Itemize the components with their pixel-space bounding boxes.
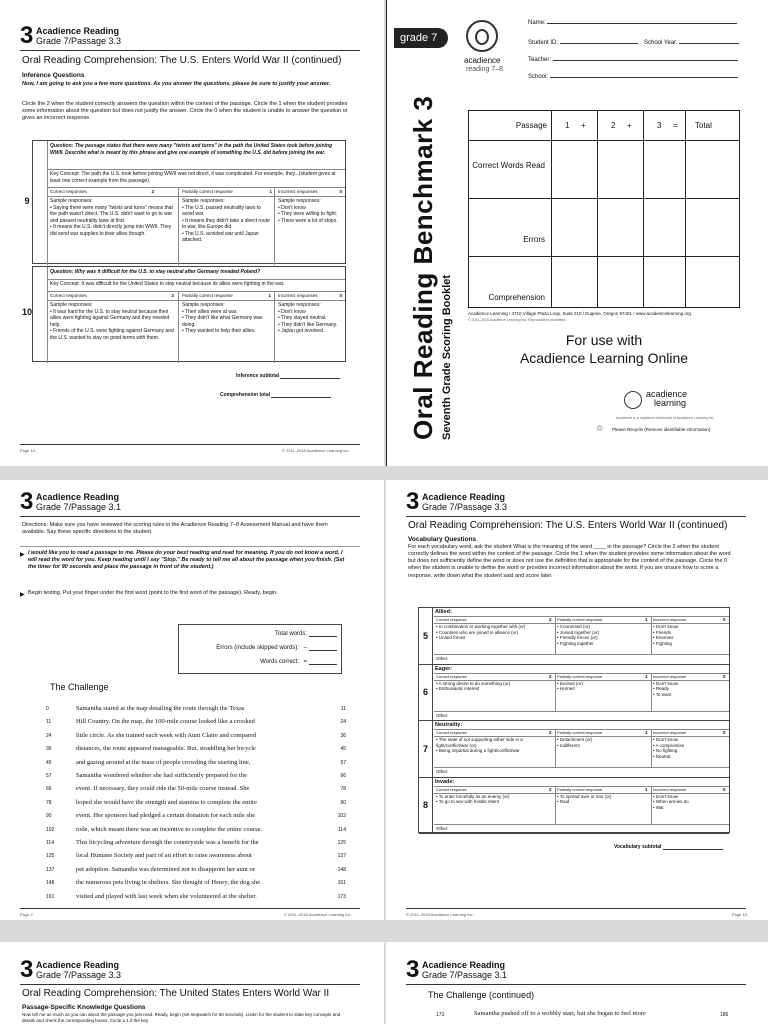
booklet-title: Oral Reading Benchmark 3 <box>408 95 438 440</box>
correct-samples: Sample responses: • It was hard for the U.S. to stay neutral because their allies were fighting against Germany and they needed help. • Friends of the U.S. were fighting against Germany and the U.S. wanted to stay on good terms with them. <box>50 302 174 341</box>
line-end-count: 125 <box>337 840 346 846</box>
line-end-count: 173 <box>337 893 346 900</box>
correct-header: Correct response <box>436 617 467 622</box>
school-year-label: School Year: <box>644 40 678 46</box>
incorrect-responses: • Don't know • Friends • Enemies • Fighting <box>653 624 678 646</box>
partial-responses: • Detachment (or) • Indifferent <box>557 737 593 748</box>
passage-line[interactable] <box>46 892 346 902</box>
question-number: 10 <box>21 307 32 317</box>
teacher-field[interactable] <box>528 57 738 63</box>
comprehension-total-label: Comprehension total <box>220 392 271 398</box>
passage-title: The Challenge (continued) <box>428 990 535 1000</box>
school-label: School: <box>528 74 549 80</box>
instructions: Now tell me as much as you can about the passage you just read. Ready, begin (set stopwatch for 60 seconds). Listen for the student to state key concepts and details and check the corresponding boxes. Circle a 1 if the key <box>22 1012 341 1023</box>
logo-text-1: acadience <box>646 389 688 399</box>
line-end-count: 78 <box>340 786 346 793</box>
col-2: 2 <box>611 121 616 130</box>
header-brand: Acadience Reading <box>36 26 120 36</box>
page-number: Page 15 <box>732 912 747 917</box>
partial-header-label: Partially correct response <box>182 293 233 298</box>
passage-line[interactable] <box>46 865 346 875</box>
score-0[interactable]: 0 <box>339 293 342 298</box>
line-text: This bicycling adventure through the countryside was a benefit for the <box>76 839 259 846</box>
benchmark-number: 3 <box>20 22 34 49</box>
copyright: © 2011–2018 Acadience Learning Inc. <box>284 912 352 917</box>
correct-header: Correct response <box>436 673 467 679</box>
benchmark-number: 3 <box>406 956 420 983</box>
line-start-count: 57 <box>46 773 52 779</box>
inference-subtotal <box>236 373 340 379</box>
errors-blank[interactable] <box>309 650 337 651</box>
instructions: Circle the 2 when the student correctly answers the question within the context of the passage. Circle the 1 when the student provides some information about the question but does not justify the answer. Circle the 0 when the student is unable to answer the question or gives an incorrect response. <box>22 101 348 122</box>
passage-line[interactable] <box>46 784 346 794</box>
line-text: Hill Country. On the map, the 100-mile course looked like a crooked <box>76 718 255 726</box>
row-errors <box>469 199 739 257</box>
logo-inner-icon <box>475 29 489 45</box>
page-inference <box>0 0 384 466</box>
vocab-item <box>419 608 729 665</box>
line-end-count: 148 <box>337 866 346 873</box>
instructions-say: Now, I am going to ask you a few more questions. As you answer the questions, please be sure to justify your answer. <box>22 81 331 87</box>
line-end-count: 45 <box>340 746 346 753</box>
header-passage: Grade 7/Passage 3.1 <box>36 502 122 512</box>
score-table <box>468 110 740 308</box>
line-end-count: 102 <box>337 813 346 820</box>
vocab-item <box>419 665 729 722</box>
divider <box>555 616 556 654</box>
total-words-blank[interactable] <box>309 636 337 637</box>
score-2[interactable]: 2 <box>171 293 174 298</box>
recycle-icon: ♲ <box>596 424 604 433</box>
line-start-count: 11 <box>46 719 52 726</box>
divider <box>651 673 652 711</box>
header-passage: Grade 7/Passage 3.3 <box>36 36 122 46</box>
line-start-count: 78 <box>46 799 52 806</box>
score-table-header <box>469 111 739 141</box>
incorrect-samples: Sample responses: • Don't know • They were willing to fight. • There were a lot of stops. <box>278 198 338 224</box>
divider <box>555 673 556 711</box>
instructions: For each vocabulary word, ask the student What is the meaning of the word ____ in the passage? Circle the 2 when the student correctly defines the word within the context of the passage. Circle the 1 when the student provides some information about the word but does not sufficiently define the word or does not use the definition that is appropriate for the context of the passage. Circle the 0 when the student is unable to define the word or provides incorrect information about the word. If you are unsure how to score a response, write down what the student said and score later. <box>408 544 731 579</box>
vertical-title-block <box>408 96 453 440</box>
line-start-count: 148 <box>46 880 55 887</box>
brand-subtitle: reading 7–8 <box>466 66 503 73</box>
question-9-box <box>24 140 346 264</box>
incorrect-header-label: Incorrect responses <box>278 189 318 194</box>
page-passage <box>0 480 384 920</box>
line-text: event. Her sponsors had pledged a certain donation for each mile she <box>76 812 256 820</box>
header-brand: Acadience Reading <box>422 492 506 502</box>
header-brand: Acadience Reading <box>422 960 506 970</box>
item-number: 5 <box>419 608 433 664</box>
correct-samples: Sample responses: • Saying there were many "twists and turns" means that the path wasn't direct. The U.S. didn't want to go to war and passed neutrality laws at first. • It means the U.S. didn't directly jump into WWII. They did send war supplies to their allies though. <box>50 198 173 237</box>
incorrect-header <box>275 292 345 300</box>
divider <box>386 0 387 466</box>
score-1[interactable]: 1 <box>268 293 271 298</box>
score-0[interactable]: 0 <box>723 786 726 792</box>
copyright: © 2011–2018 Acadience Learning Inc. Reproduction prohibited. <box>468 318 567 322</box>
vocabulary-table <box>418 607 730 833</box>
divider <box>434 654 729 655</box>
divider <box>555 786 556 824</box>
line-text: rode, which meant there was an incentive to complete the entire course. <box>76 825 263 833</box>
divider <box>555 729 556 767</box>
vocab-item <box>419 778 729 835</box>
minus-sign: – <box>303 645 307 651</box>
teacher-blank[interactable] <box>553 60 738 61</box>
vocabulary-subtotal-label: Vocabulary subtotal <box>614 844 662 850</box>
correct-header: Correct response <box>436 786 467 792</box>
partial-responses: • Excited (or) • Hurried <box>557 680 583 692</box>
plus-sign: + <box>581 121 586 130</box>
incorrect-responses: • Don't know • Ready • To want <box>653 680 678 697</box>
partial-header: Partially correct response <box>557 730 603 735</box>
correct-responses: • To enter forcefully as an enemy (or) • To go to war with hostile intent <box>436 793 510 805</box>
line-text: event. If necessary, they could ride the 50-mile course instead. She <box>76 785 250 793</box>
line-text: the numerous pets living in shelters. She thought of Henry, the dog she <box>76 879 261 887</box>
vocab-item <box>419 721 729 778</box>
passage-line[interactable] <box>46 825 346 835</box>
header-brand: Acadience Reading <box>36 492 120 502</box>
score-2[interactable]: 2 <box>549 617 552 622</box>
divider <box>20 50 360 51</box>
incorrect-header-label: Incorrect responses <box>278 293 318 298</box>
passage-line[interactable] <box>46 798 346 808</box>
section-title: Inference Questions <box>22 72 85 79</box>
line-end-count: 57 <box>340 759 346 766</box>
divider <box>20 984 360 985</box>
line-end-count: 36 <box>340 732 346 739</box>
name-field[interactable] <box>528 20 737 26</box>
booklet-subtitle: Seventh Grade Scoring Booklet <box>441 274 453 440</box>
divider <box>434 711 729 712</box>
say-instructions: I would like you to read a passage to me. Please do your best reading and read for meaning. If you do not know a word, I will read the word for you. Keep reading until I say "Stop." Be ready to tell me all about the passage when you finish. (Set the timer for 90 seconds and place the passage in front of the student.) <box>28 550 345 571</box>
page-header <box>20 22 360 52</box>
score-2[interactable]: 2 <box>151 189 154 194</box>
inference-subtotal-label: Inference subtotal <box>236 373 280 379</box>
line-text: little circle. As she trained each week with Aunt Claire and compared <box>76 731 257 739</box>
score-1[interactable]: 1 <box>645 673 648 679</box>
page-title: Oral Reading Comprehension: The United States Enters World War II <box>22 988 330 999</box>
question-text: Question: Why was it difficult for the U.S. to stay neutral after Germany invaded Poland? <box>50 269 261 275</box>
score-0[interactable]: 0 <box>723 730 726 735</box>
passage-title: The Challenge <box>50 682 109 692</box>
vocab-word: Allied: <box>435 609 452 615</box>
passage-line[interactable] <box>46 731 346 741</box>
school-year-field[interactable] <box>644 40 739 46</box>
page-header <box>406 488 746 518</box>
score-1[interactable]: 1 <box>269 189 272 194</box>
vocab-word: Invade: <box>435 778 455 785</box>
divider <box>434 767 729 768</box>
score-box <box>178 624 342 674</box>
divider <box>406 516 746 517</box>
student-id-blank[interactable] <box>560 43 638 44</box>
score-1[interactable]: 1 <box>645 786 648 792</box>
student-id-field[interactable] <box>528 40 638 46</box>
trademark: Acadience is a registered trademark of Acadience Learning Inc. <box>616 416 715 420</box>
correct-responses: • In combination or working together with (or) • Countries who are joined in alliance (or) • United forces <box>436 624 526 641</box>
key-concept: Key Concept: The path the U.S. took before joining WWII was not direct, it was complicated. For example, they...(student gives at least one correct example from the passage). <box>50 171 336 184</box>
correct-header-label: Correct responses <box>50 293 87 298</box>
partial-header: Partially correct response <box>557 786 603 792</box>
partial-header-label: Partially correct response <box>182 189 233 194</box>
copyright: © 2011–2018 Acadience Learning Inc. <box>406 912 474 917</box>
item-number: 8 <box>419 778 433 834</box>
question-number: 9 <box>24 196 30 206</box>
line-text: Samantha wondered whether she had sufficiently prepared for the <box>76 772 247 779</box>
benchmark-number: 3 <box>20 488 34 515</box>
question-text: Question: The passage states that there were many "twists and turns" in the path the United States took before joining WWII. Describe what is meant by this phrase and give one example of something the U.S. did before joining the war. <box>50 143 333 156</box>
divider <box>20 516 360 517</box>
correct-header: Correct response <box>436 730 467 735</box>
item-number: 6 <box>419 665 433 721</box>
recycle-note: Please Recycle (Remove identifiable information) <box>612 427 711 432</box>
divider <box>406 984 746 985</box>
line-start-count: 36 <box>46 746 52 753</box>
equals-sign: = <box>673 121 678 130</box>
vocabulary-subtotal <box>614 844 723 850</box>
name-blank[interactable] <box>547 23 737 24</box>
partial-header <box>179 188 275 196</box>
item-number: 7 <box>419 721 433 777</box>
school-year-blank[interactable] <box>679 43 739 44</box>
line-text: hoped she would have the strength and stamina to complete the entire <box>76 798 258 806</box>
equals-sign: = <box>303 659 307 665</box>
online-line-1: For use with <box>565 332 643 348</box>
divider <box>651 616 652 654</box>
incorrect-samples: Sample responses: • Don't know • They stayed neutral. • They didn't like Germany. • Japan got involved. <box>278 302 338 334</box>
line-end-count: 24 <box>340 719 346 726</box>
correct-header <box>47 292 177 300</box>
logo-text-2: learning <box>654 398 687 408</box>
passage-line: Samantha pushed off to a wobbly start, but she began to feel more <box>474 1010 646 1017</box>
subtotal-blank[interactable] <box>663 845 723 850</box>
score-1[interactable]: 1 <box>645 617 648 622</box>
col-total: Total <box>695 121 712 130</box>
line-start: 173 <box>436 1012 445 1018</box>
name-label: Name: <box>528 20 546 26</box>
line-end-count: 90 <box>340 799 346 806</box>
teacher-label: Teacher: <box>528 57 552 63</box>
page-vocabulary <box>386 480 768 920</box>
row-correct-words <box>469 141 739 199</box>
page-header <box>20 956 360 986</box>
col-passage: Passage <box>515 121 547 130</box>
row-label: Correct Words Read <box>472 161 545 170</box>
line-text: and gazing around at the mass of people crowding the starting line, <box>76 758 251 766</box>
subtotal-blank[interactable] <box>280 374 340 379</box>
passage-line[interactable] <box>46 758 346 768</box>
school-field[interactable] <box>528 74 738 80</box>
partial-header: Partially correct response <box>557 673 603 679</box>
vocab-word: Neutrality: <box>435 722 463 728</box>
line-start-count: 161 <box>46 893 55 900</box>
correct-header-label: Correct responses <box>50 189 87 194</box>
other-label: Other: <box>436 656 449 661</box>
partial-header: Partially correct response <box>557 617 603 622</box>
col-1: 1 <box>565 121 570 130</box>
col-3: 3 <box>657 121 662 130</box>
line-end: 186 <box>720 1012 729 1018</box>
score-2[interactable]: 2 <box>549 730 552 735</box>
correct-header <box>47 188 157 196</box>
directions: Directions: Make sure you have reviewed the scoring rules in the Acadience Reading 7–8 Assessment Manual and have them available. Say these specific directions to the student. <box>22 522 328 536</box>
incorrect-responses: • Don't know • A compromise • No fighting • Neutral <box>653 737 685 759</box>
line-text: distances, the route appeared manageable. But, straddling her bicycle <box>76 745 256 753</box>
correct-responses: • A strong desire to do something (or) • Enthusiastic interest <box>436 680 511 692</box>
line-start-count: 45 <box>46 759 52 766</box>
row-label: Errors <box>523 235 545 244</box>
comprehension-total <box>220 392 331 398</box>
partial-samples: Sample responses: • The U.S. passed neutrality laws to avoid war. • It means they didn't take a direct route to war, like Europe did. • The U.S. avoided war until Japan attacked. <box>182 198 270 243</box>
incorrect-header <box>275 188 345 196</box>
incorrect-responses: • Don't know • When armies do • War <box>653 793 689 810</box>
acadience-learning-logo-icon <box>624 391 642 409</box>
acadience-logo-icon <box>466 20 498 52</box>
score-0[interactable]: 0 <box>723 617 726 622</box>
line-start-count: 137 <box>46 866 55 873</box>
words-correct-blank[interactable] <box>309 664 337 665</box>
page-number: Page 14 <box>20 448 35 453</box>
header-passage: Grade 7/Passage 3.3 <box>422 502 508 512</box>
line-start-count: 0 <box>46 706 49 712</box>
row-label: Comprehension <box>488 293 545 302</box>
key-concept: Key Concept: It was difficult for the United States to stay neutral because its allies were fighting in the war. <box>50 281 285 287</box>
page-title: Oral Reading Comprehension: The U.S. Enters World War II (continued) <box>22 55 342 66</box>
line-end-count: 114 <box>338 826 346 833</box>
score-1[interactable]: 1 <box>645 730 648 735</box>
address: Acadience Learning / 4710 Village Plaza Loop, Suite 210 / Eugene, Oregon 97401 / www.acadiencelearning.org <box>468 311 691 316</box>
line-start-count: 102 <box>46 826 55 833</box>
line-start-count: 114 <box>46 840 54 846</box>
divider <box>434 824 729 825</box>
page-header <box>20 488 360 518</box>
brand-name: acadience <box>464 56 501 65</box>
section-title: Passage-Specific Knowledge Questions <box>22 1004 146 1011</box>
divider <box>406 908 746 909</box>
benchmark-number: 3 <box>406 488 420 515</box>
divider <box>20 444 360 445</box>
line-end-count: 137 <box>337 853 346 860</box>
score-0[interactable]: 0 <box>723 673 726 679</box>
score-0[interactable]: 0 <box>339 189 342 194</box>
total-words-label: Total words: <box>274 631 307 637</box>
passage-line[interactable] <box>46 851 346 861</box>
other-label: Other: <box>436 769 449 774</box>
question-10-box <box>21 266 346 362</box>
divider <box>651 729 652 767</box>
line-text: local Humane Society and part of an effort to raise awareness about <box>76 852 252 860</box>
other-label: Other: <box>436 825 449 831</box>
line-text: Samantha stared at the map detailing the route through the Texas <box>76 705 245 712</box>
header-passage: Grade 7/Passage 3.1 <box>422 970 508 980</box>
copyright: © 2011–2018 Acadience Learning Inc. <box>282 448 350 453</box>
partial-responses: • Connected (or) • Joined together (or) • Friendly forces (or) • Fighting together <box>557 624 600 646</box>
score-2[interactable]: 2 <box>549 673 552 679</box>
page-title: Oral Reading Comprehension: The U.S. Enters World War II (continued) <box>408 520 728 531</box>
arrow-icon: ▶ <box>20 592 25 598</box>
benchmark-number: 3 <box>20 956 34 983</box>
page-header <box>406 956 746 986</box>
line-start-count: 66 <box>46 786 52 793</box>
partial-responses: • To spread over or into (or) • Raid <box>557 793 612 805</box>
correct-responses: • The state of not supporting either side in a fight/conflict/war (or) • Being impartial during a fight/conflict/war <box>436 737 523 754</box>
divider <box>20 546 360 547</box>
grade-tab: grade 7 <box>394 28 448 48</box>
online-line-2: Acadience Learning Online <box>519 350 689 366</box>
passage-line[interactable] <box>46 744 346 754</box>
section-title: Vocabulary Questions <box>408 536 477 543</box>
passage-line[interactable] <box>46 704 346 714</box>
student-id-label: Student ID: <box>528 40 559 46</box>
divider <box>20 908 360 909</box>
passage-line[interactable] <box>46 838 346 848</box>
row-comprehension <box>469 257 739 309</box>
passage-line[interactable] <box>46 771 346 781</box>
header-passage: Grade 7/Passage 3.3 <box>36 970 122 980</box>
passage-line[interactable] <box>46 717 346 727</box>
page-number: Page 2 <box>20 912 33 917</box>
line-text: pet adoption. Samantha was determined not to disappoint her aunt or <box>76 865 255 873</box>
passage-line[interactable] <box>46 811 346 821</box>
begin-instructions: Begin testing. Put your finger under the first word (point to the first word of the passage). Ready, begin. <box>28 590 278 596</box>
errors-label: Errors (include skipped words): <box>216 645 299 651</box>
arrow-icon: ▶ <box>20 552 25 558</box>
line-start-count: 90 <box>46 813 52 820</box>
line-end-count: 161 <box>337 880 346 887</box>
line-text: visited and played with last week when she volunteered at the shelter. <box>76 892 257 900</box>
line-start-count: 125 <box>46 853 55 860</box>
header-brand: Acadience Reading <box>36 960 120 970</box>
line-start-count: 24 <box>46 732 52 739</box>
passage-line[interactable] <box>46 878 346 888</box>
vocab-word: Eager: <box>435 665 453 672</box>
partial-header <box>179 292 274 300</box>
divider <box>651 786 652 824</box>
school-blank[interactable] <box>550 77 738 78</box>
total-blank[interactable] <box>271 393 331 398</box>
incorrect-header: Incorrect response <box>653 673 687 679</box>
line-end-count: 66 <box>340 773 346 779</box>
incorrect-header: Incorrect response <box>653 786 687 792</box>
other-label: Other: <box>436 712 449 718</box>
plus-sign: + <box>627 121 632 130</box>
page-cover <box>386 0 768 466</box>
words-correct-label: Words correct: <box>260 659 299 665</box>
score-2[interactable]: 2 <box>549 786 552 792</box>
page-knowledge <box>0 942 384 1024</box>
incorrect-header: Incorrect response <box>653 617 687 622</box>
line-end-count: 11 <box>340 706 346 712</box>
page-passage-continued <box>386 942 768 1024</box>
incorrect-header: Incorrect response <box>653 730 687 735</box>
partial-samples: Sample responses: • Their allies were at war. • They didn't like what Germany was doing. • They wanted to help their allies. <box>182 302 263 334</box>
